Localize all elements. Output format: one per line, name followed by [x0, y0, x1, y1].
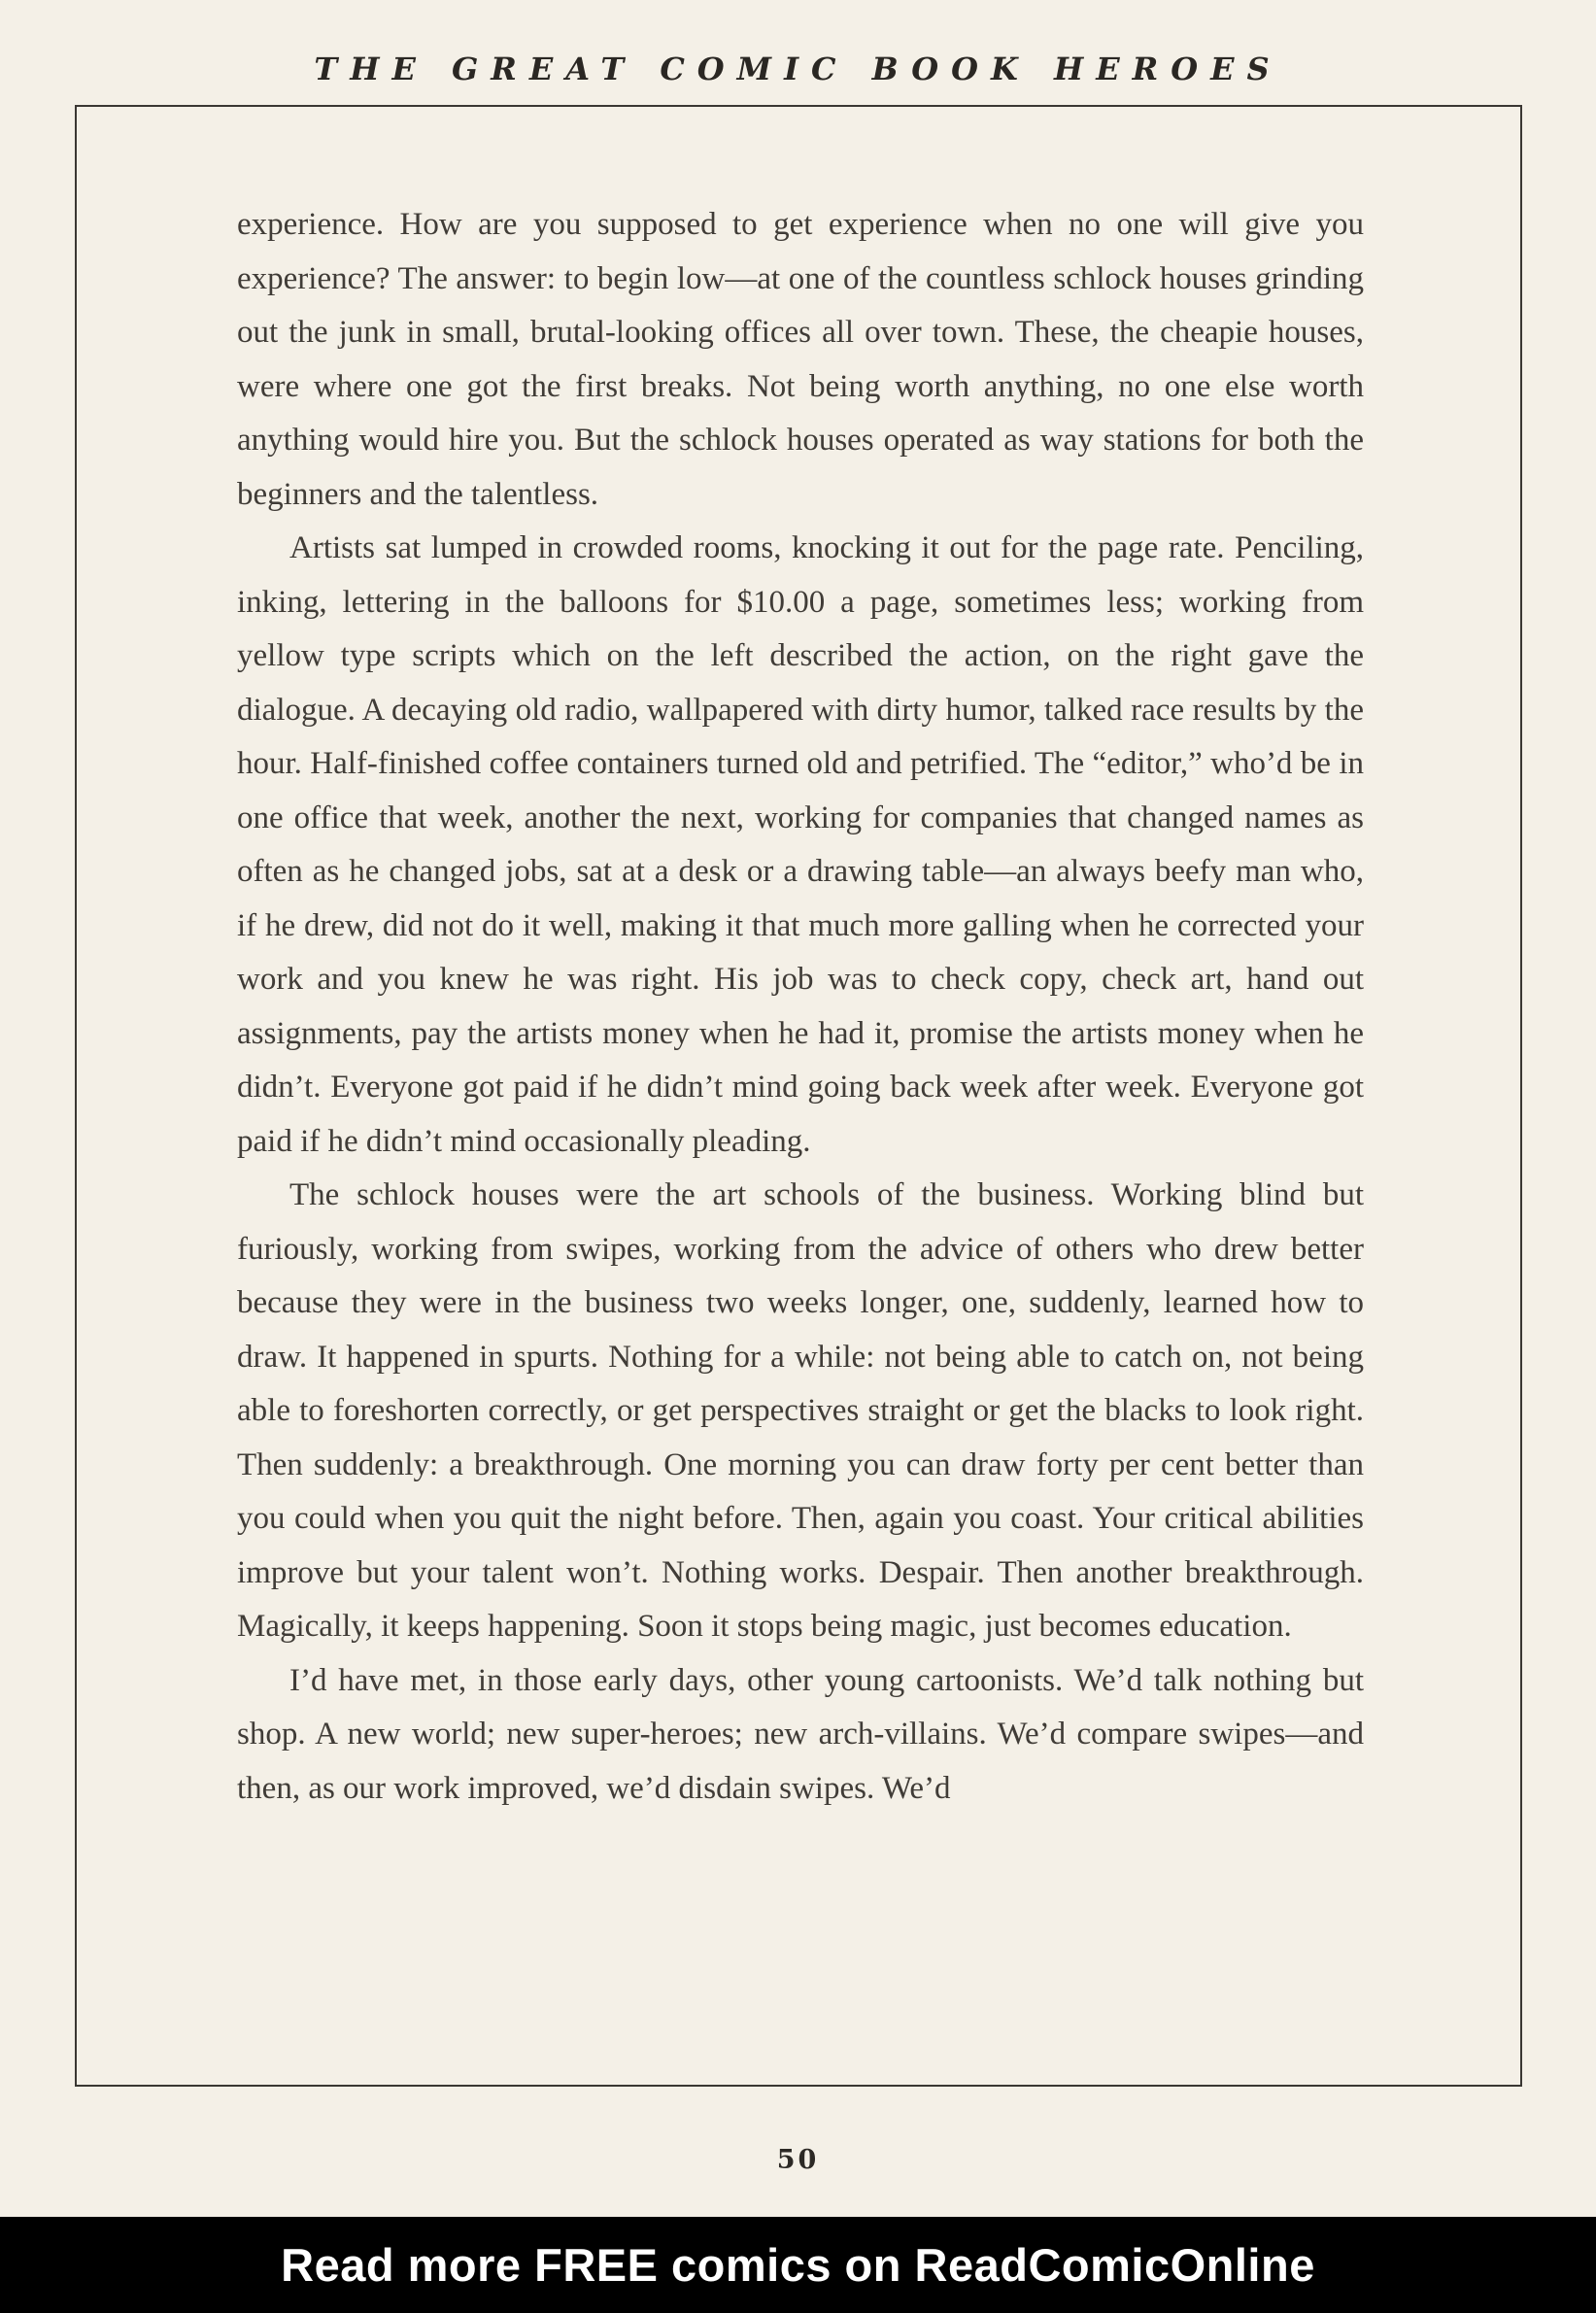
promo-banner[interactable]: [0, 2217, 1596, 2313]
page-number: 50: [776, 2145, 820, 2175]
paragraph-1: experience. How are you supposed to get experience when no one will give you experience? The answer: to begin low—at one of the countless schlock houses grinding out the junk in small, brutal-looking offices all over town. These, the cheapie houses, were where one got the first breaks. Not being worth anything, no one else worth anything would hire you. But the schlock houses operated as way stations for both the beginners and the talentless.: [237, 207, 1364, 512]
paragraph-3: The schlock houses were the art schools of the business. Working blind but furiously, working from swipes, working from the advice of others who drew better because they were in the business two weeks longer, one, suddenly, learned how to draw. It happened in spurts. Nothing for a while: not being able to catch on, not being able to foreshorten correctly, or get perspectives straight or get the blacks to look right. Then suddenly: a breakthrough. One morning you can draw forty per cent better than you could when you quit the night before. Then, again you coast. Your critical abilities improve but your talent won’t. Nothing works. Despair. Then another breakthrough. Magically, it keeps happening. Soon it stops being magic, just becomes education.: [237, 1177, 1364, 1644]
running-title: THE GREAT COMIC BOOK HEROES: [314, 51, 1282, 87]
body-text: [237, 198, 1364, 1816]
paragraph-4: I’d have met, in those early days, other young cartoonists. We’d talk nothing but shop. A new world; new super-heroes; new arch-villains. We’d compare swipes—and then, as our work improved, we’d disdain swipes. We’d: [237, 1662, 1364, 1806]
paragraph-2: Artists sat lumped in crowded rooms, knocking it out for the page rate. Penciling, inking, lettering in the balloons for $10.00 a page, sometimes less; working from yellow type scripts which on the left described the action, on the right gave the dialogue. A decaying old radio, wallpapered with dirty humor, talked race results by the hour. Half-finished coffee containers turned old and petrified. The “editor,” who’d be in one office that week, another the next, working for companies that changed names as often as he changed jobs, sat at a desk or a drawing table—an always beefy man who, if he drew, did not do it well, making it that much more galling when he corrected your work and you knew he was right. His job was to check copy, check art, hand out assignments, pay the artists money when he had it, promise the artists money when he didn’t. Everyone got paid if he didn’t mind going back week after week. Everyone got paid if he didn’t mind occasionally pleading.: [237, 530, 1364, 1159]
promo-banner-text[interactable]: Read more FREE comics on ReadComicOnline: [281, 2239, 1315, 2291]
